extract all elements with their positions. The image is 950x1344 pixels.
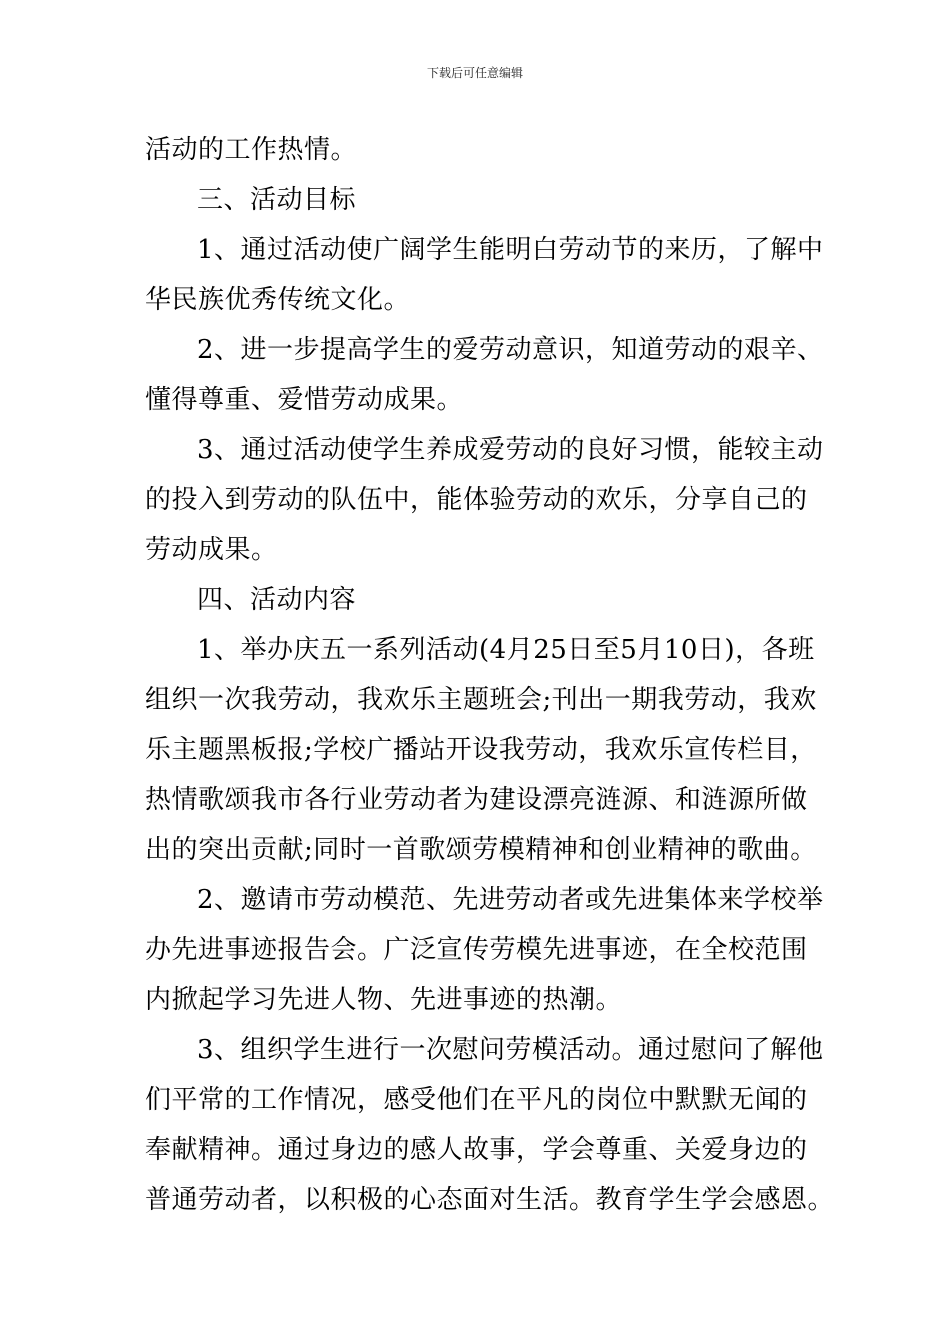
body-line: 2、邀请市劳动模范、先进劳动者或先进集体来学校举 — [197, 885, 824, 915]
body-line: 普通劳动者，以积极的心态面对生活。教育学生学会感恩。 — [145, 1185, 835, 1215]
body-line: 1、举办庆五一系列活动(4月25日至5月10日)，各班 — [197, 635, 815, 665]
document-body — [145, 125, 835, 1225]
body-line: 劳动成果。 — [145, 535, 278, 565]
body-line: 懂得尊重、爱惜劳动成果。 — [145, 385, 464, 415]
body-line: 组织一次我劳动，我欢乐主题班会;刊出一期我劳动，我欢 — [145, 685, 817, 715]
body-line: 2、进一步提高学生的爱劳动意识，知道劳动的艰辛、 — [197, 335, 824, 365]
body-line: 办先进事迹报告会。广泛宣传劳模先进事迹，在全校范围 — [145, 935, 808, 965]
body-line: 乐主题黑板报;学校广播站开设我劳动，我欢乐宣传栏目， — [145, 735, 817, 765]
body-line: 热情歌颂我市各行业劳动者为建设漂亮涟源、和涟源所做 — [145, 785, 808, 815]
body-line: 奉献精神。通过身边的感人故事，学会尊重、关爱身边的 — [145, 1135, 808, 1165]
section-heading-content: 四、活动内容 — [197, 585, 357, 615]
body-line: 3、通过活动使学生养成爱劳动的良好习惯，能较主动 — [197, 435, 824, 465]
body-line: 1、通过活动使广阔学生能明白劳动节的来历，了解中 — [197, 235, 824, 265]
page-header-note: 下载后可任意编辑 — [426, 66, 523, 80]
body-line: 活动的工作热情。 — [145, 135, 358, 165]
body-line: 华民族优秀传统文化。 — [145, 285, 411, 315]
body-line: 的投入到劳动的队伍中，能体验劳动的欢乐，分享自己的 — [145, 485, 808, 515]
body-line: 们平常的工作情况，感受他们在平凡的岗位中默默无闻的 — [145, 1085, 808, 1115]
body-line: 3、组织学生进行一次慰问劳模活动。通过慰问了解他 — [197, 1035, 824, 1065]
section-heading-goals: 三、活动目标 — [197, 185, 357, 215]
body-line: 内掀起学习先进人物、先进事迹的热潮。 — [145, 985, 623, 1015]
body-line: 出的突出贡献;同时一首歌颂劳模精神和创业精神的歌曲。 — [145, 835, 817, 865]
